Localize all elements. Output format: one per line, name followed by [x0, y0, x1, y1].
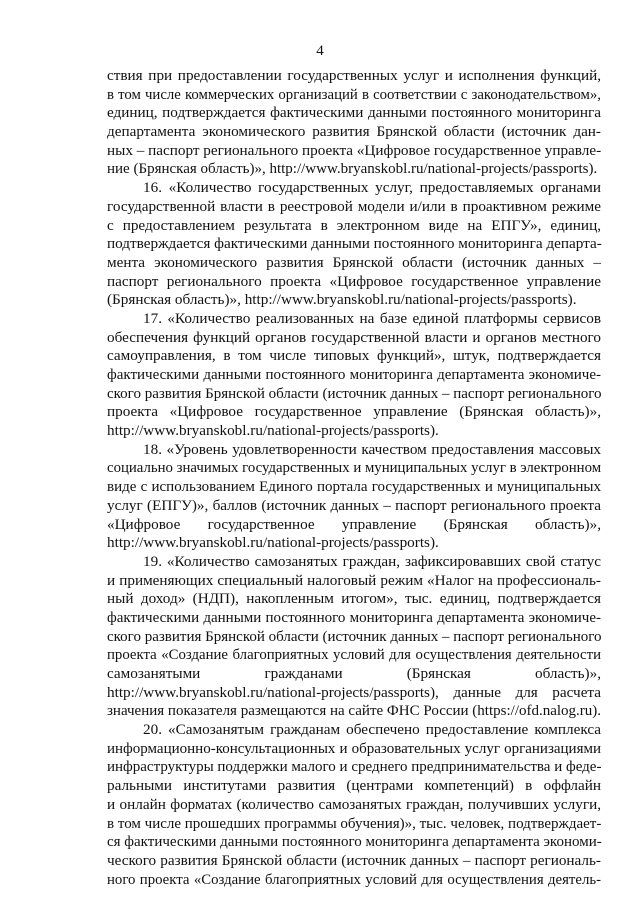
text-line: самоуправления, в том числе типовых функций», штук, подтверждается — [107, 347, 601, 365]
text-line: 16. «Количество государственных услуг, предоставляемых органами — [143, 179, 601, 197]
text-line: ческого развития Брянской области (источник данных – паспорт региональ- — [107, 851, 601, 869]
text-line: ского развития Брянской области (источник данных – паспорт регионального — [107, 628, 602, 645]
text-line: самозанятыми гражданами (Брянская область)», — [107, 665, 601, 682]
text-line: подтверждается фактическими данными постоянного мониторинга департа- — [107, 235, 602, 253]
text-line: в том числе коммерческих организаций в соответствии с законодательством», — [107, 86, 601, 103]
text-line: паспорт регионального проекта «Цифровое государственное управление — [107, 272, 601, 290]
text-line: и применяющих специальный налоговый режим «Налог на профессиональ- — [107, 571, 601, 589]
document-body — [107, 67, 601, 889]
text-line: фактическими данными постоянного мониторинга департамента экономиче- — [107, 609, 601, 626]
text-line: «Цифровое государственное управление (Брянская область)», — [107, 515, 601, 533]
text-line: проекта «Создание благоприятных условий для осуществления деятельности — [107, 647, 601, 664]
text-line: с предоставлением результата в электронном виде на ЕПГУ», единиц, — [107, 216, 601, 234]
text-line: значения показателя размещаются на сайте ФНС России (https://ofd.nalog.ru). — [107, 703, 602, 720]
text-line: 18. «Уровень удовлетворенности качеством предоставления массовых — [143, 440, 601, 458]
text-line: инфраструктуры поддержки малого и среднего предпринимательства и феде- — [107, 759, 602, 776]
text-line: http://www.bryanskobl.ru/national-projects/passports). — [107, 534, 439, 552]
text-line: ного проекта «Создание благоприятных условий для осуществления деятель- — [107, 871, 601, 888]
text-line: обеспечения функций органов государственной власти и органов местного — [107, 328, 601, 346]
text-line: в том числе прошедших программы обучения)», тыс. человек, подтверждает- — [107, 815, 602, 832]
text-line: услуг (ЕПГУ)», баллов (источник данных – паспорт регионального проекта — [107, 496, 601, 514]
text-line: социально значимых государственных и муниципальных услуг в электронном — [107, 460, 602, 477]
text-line: мента экономического развития Брянской области (источник данных – — [107, 253, 601, 271]
text-line: и онлайн форматах (количество самозанятых граждан, получивших услуги, — [107, 795, 601, 813]
page-number: 4 — [316, 43, 324, 59]
text-line: 19. «Количество самозанятых граждан, зафиксировавших свой статус — [143, 552, 601, 570]
text-line: единиц, подтверждается фактическими данными постоянного мониторинга — [107, 104, 601, 122]
text-line: виде с использованием Единого портала государственных и муниципальных — [107, 479, 601, 496]
text-line: ральными институтами развития (центрами компетенций) в оффлайн — [107, 777, 601, 795]
text-line: 20. «Самозанятым гражданам обеспечено предоставление комплекса — [143, 721, 601, 739]
text-line: ского развития Брянской области (источник данных – паспорт регионального — [107, 385, 602, 402]
text-line: ствия при предоставлении государственных услуг и исполнения функций, — [107, 67, 601, 84]
text-line: государственной власти в реестровой модели и/или в проактивном режиме — [107, 197, 601, 215]
text-line: http://www.bryanskobl.ru/national-projects/passports), данные для расчета — [107, 683, 601, 701]
text-line: 17. «Количество реализованных на базе единой платформы сервисов — [143, 309, 601, 327]
text-line: ние (Брянская область)», http://www.bryanskobl.ru/national-projects/passports). — [107, 161, 598, 178]
text-line: (Брянская область)», http://www.bryanskobl.ru/national-projects/passports). — [107, 291, 577, 309]
text-line: департамента экономического развития Брянской области (источник дан- — [107, 123, 601, 141]
text-line: фактическими данными постоянного мониторинга департамента экономиче- — [107, 367, 601, 383]
text-line: http://www.bryanskobl.ru/national-projects/passports). — [107, 422, 439, 440]
text-line: проекта «Цифровое государственное управление (Брянская область)», — [107, 403, 601, 421]
text-line: ный доход» (НДП), накопленным итогом», тыс. единиц, подтверждается — [107, 590, 601, 608]
text-line: информационно-консультационных и образовательных услуг организациями — [107, 740, 601, 757]
text-line: ных – паспорт регионального проекта «Цифровое государственное управле- — [107, 141, 602, 159]
text-line: ся фактическими данными постоянного мониторинга департамента экономи- — [107, 834, 602, 851]
